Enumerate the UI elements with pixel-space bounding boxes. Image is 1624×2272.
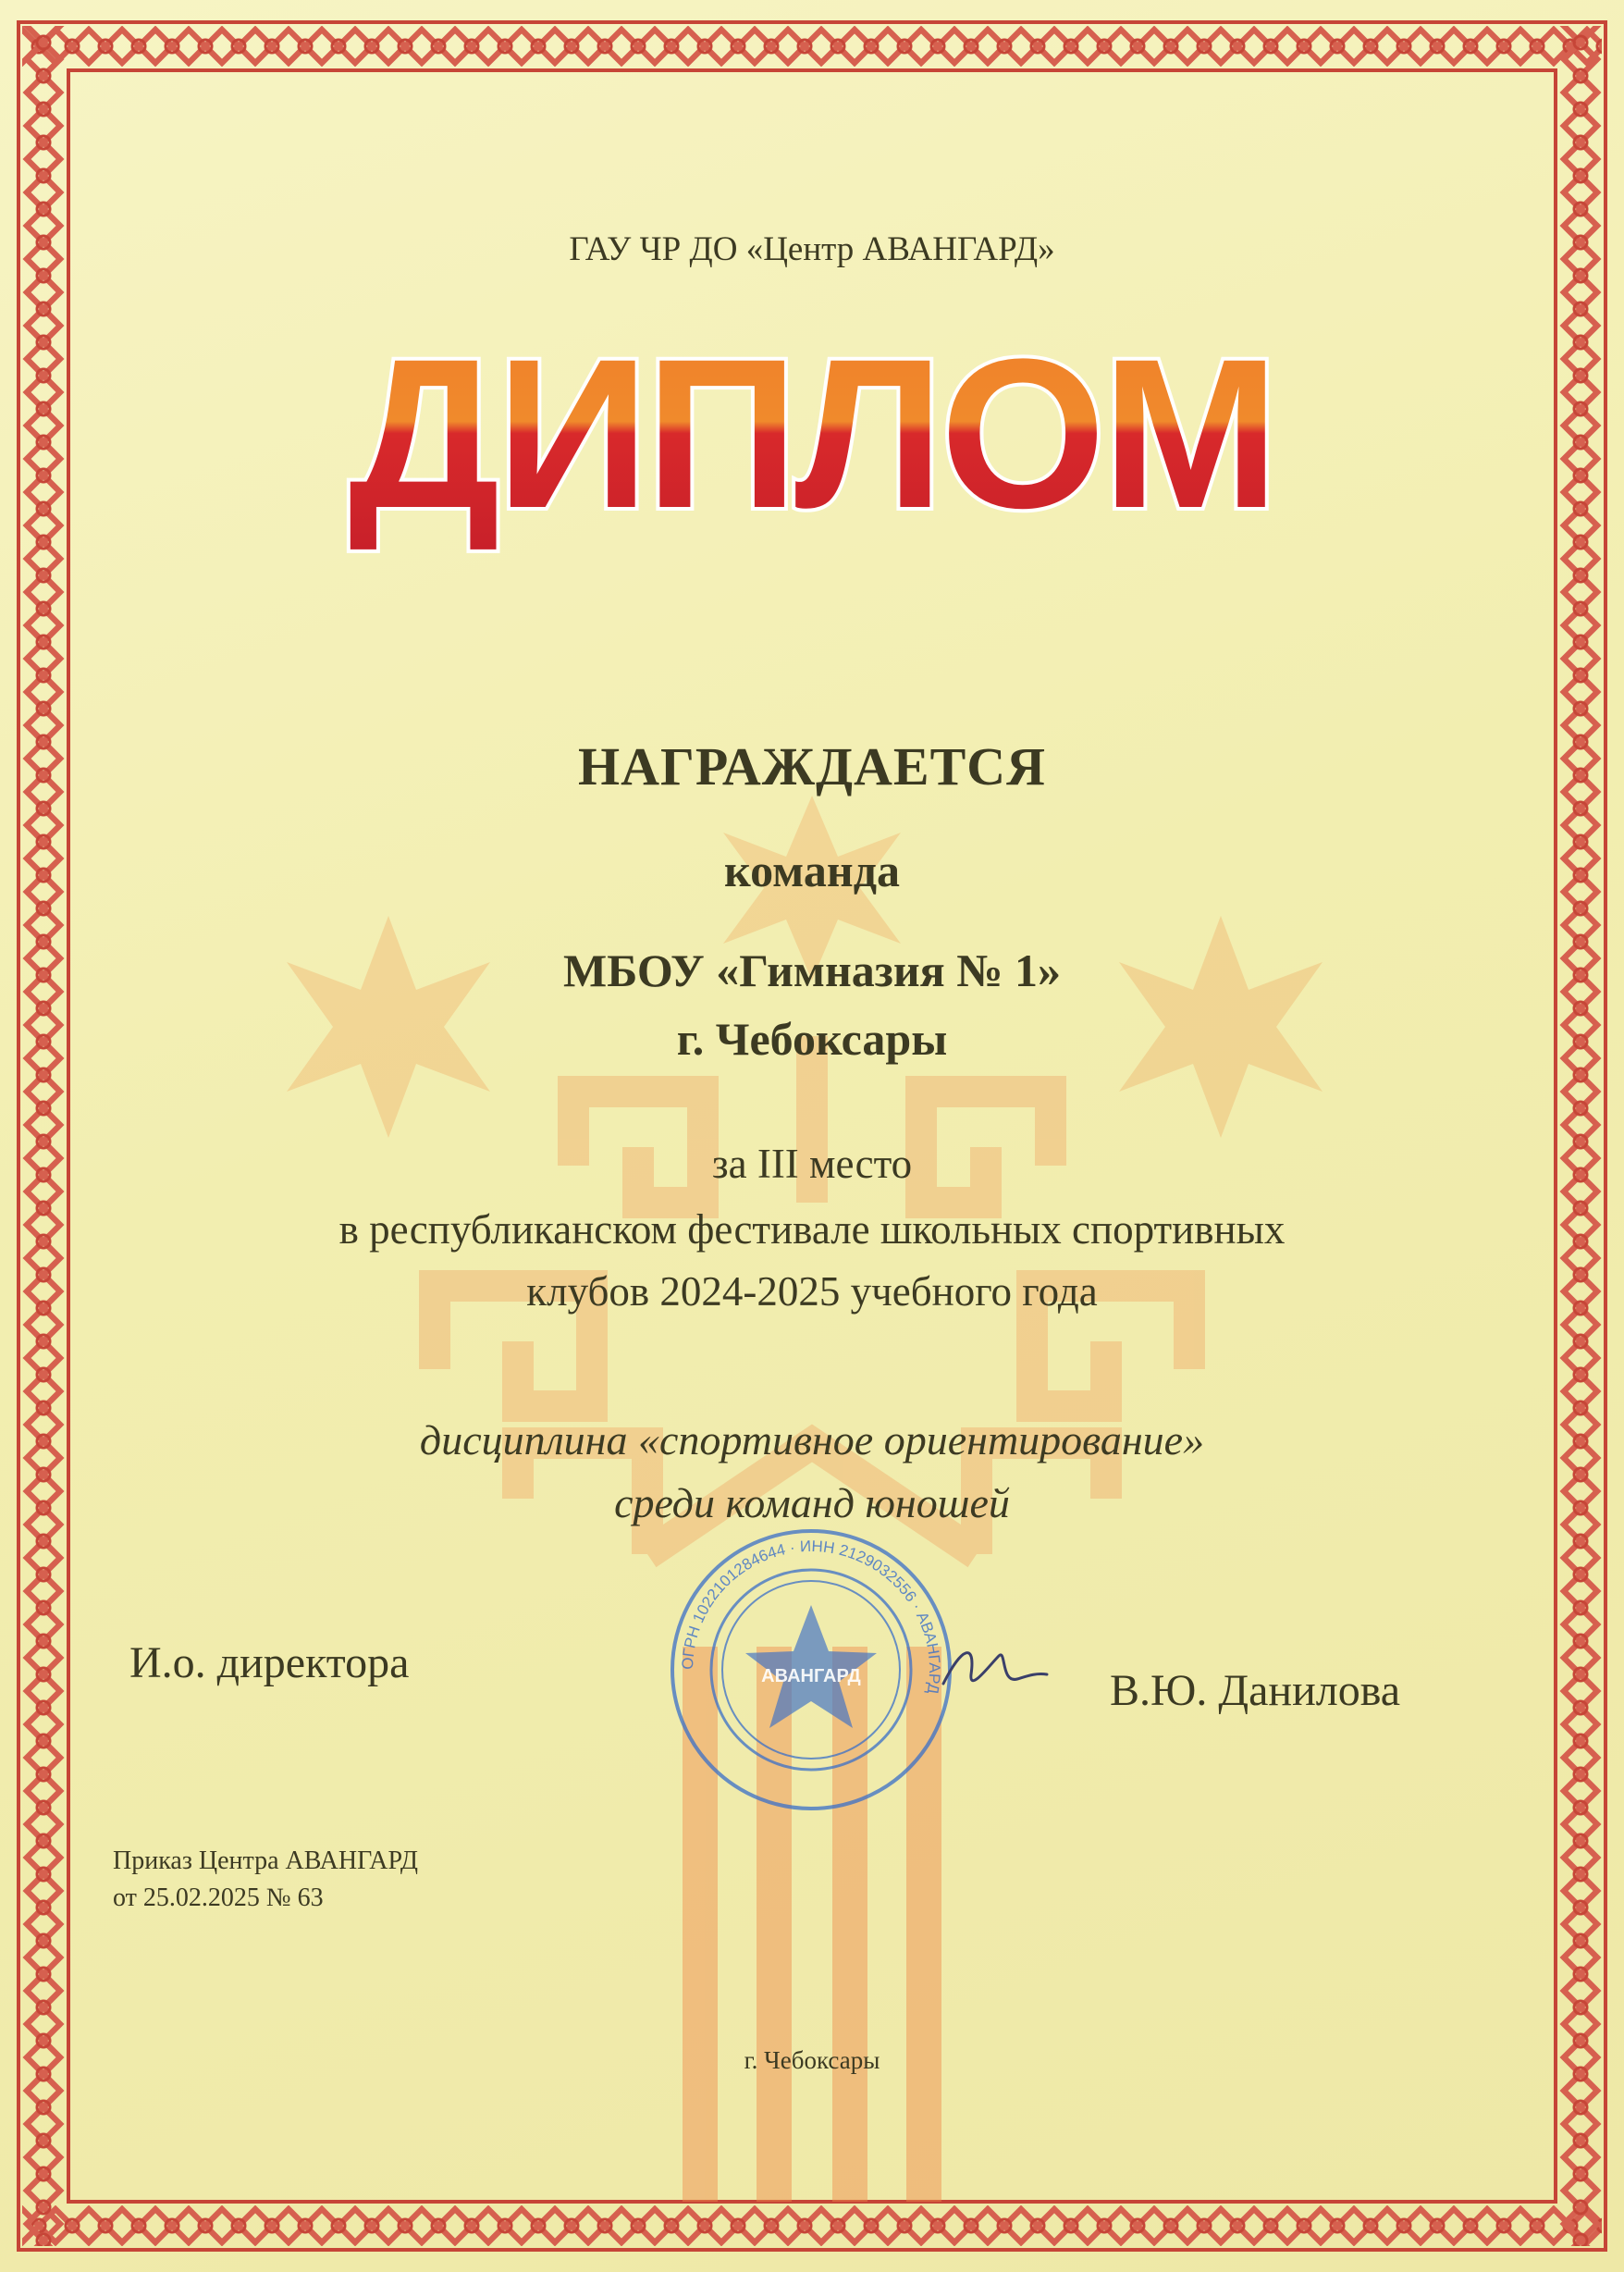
recipient-type: команда	[723, 845, 900, 896]
achievement-line-1: в республиканском фестивале школьных спортивных	[338, 1206, 1286, 1253]
order-reference-line-1: Приказ Центра АВАНГАРД	[113, 1846, 419, 1875]
recipient-name: МБОУ «Гимназия № 1»	[563, 945, 1061, 996]
awarded-heading: НАГРАЖДАЕТСЯ	[577, 736, 1047, 796]
signatory-name: В.Ю. Данилова	[1110, 1666, 1401, 1715]
seal-ring-text: ОГРН 1022101284644 · ИНН 2129032556 · АВАНГАРД	[678, 1537, 944, 1696]
recipient-city: г. Чебоксары	[676, 1013, 948, 1065]
discipline-line-2: среди команд юношей	[614, 1479, 1010, 1526]
official-seal-stamp	[658, 1517, 964, 1822]
achievement-place: за III место	[711, 1141, 913, 1187]
achievement-line-2: клубов 2024-2025 учебного года	[526, 1268, 1098, 1315]
organization-name: ГАУ ЧР ДО «Центр АВАНГАРД»	[569, 230, 1055, 268]
handwritten-signature	[934, 1628, 1054, 1711]
svg-text:АВАНГАРД: АВАНГАРД	[761, 1666, 861, 1686]
order-reference-line-2: от 25.02.2025 № 63	[113, 1883, 324, 1912]
signatory-position: И.о. директора	[129, 1638, 410, 1687]
discipline-line-1: дисциплина «спортивное ориентирование»	[419, 1416, 1205, 1463]
diploma-title-text: ДИПЛОМ	[348, 315, 1276, 552]
place-of-issue: г. Чебоксары	[744, 2046, 880, 2074]
diploma-title	[294, 313, 1330, 553]
